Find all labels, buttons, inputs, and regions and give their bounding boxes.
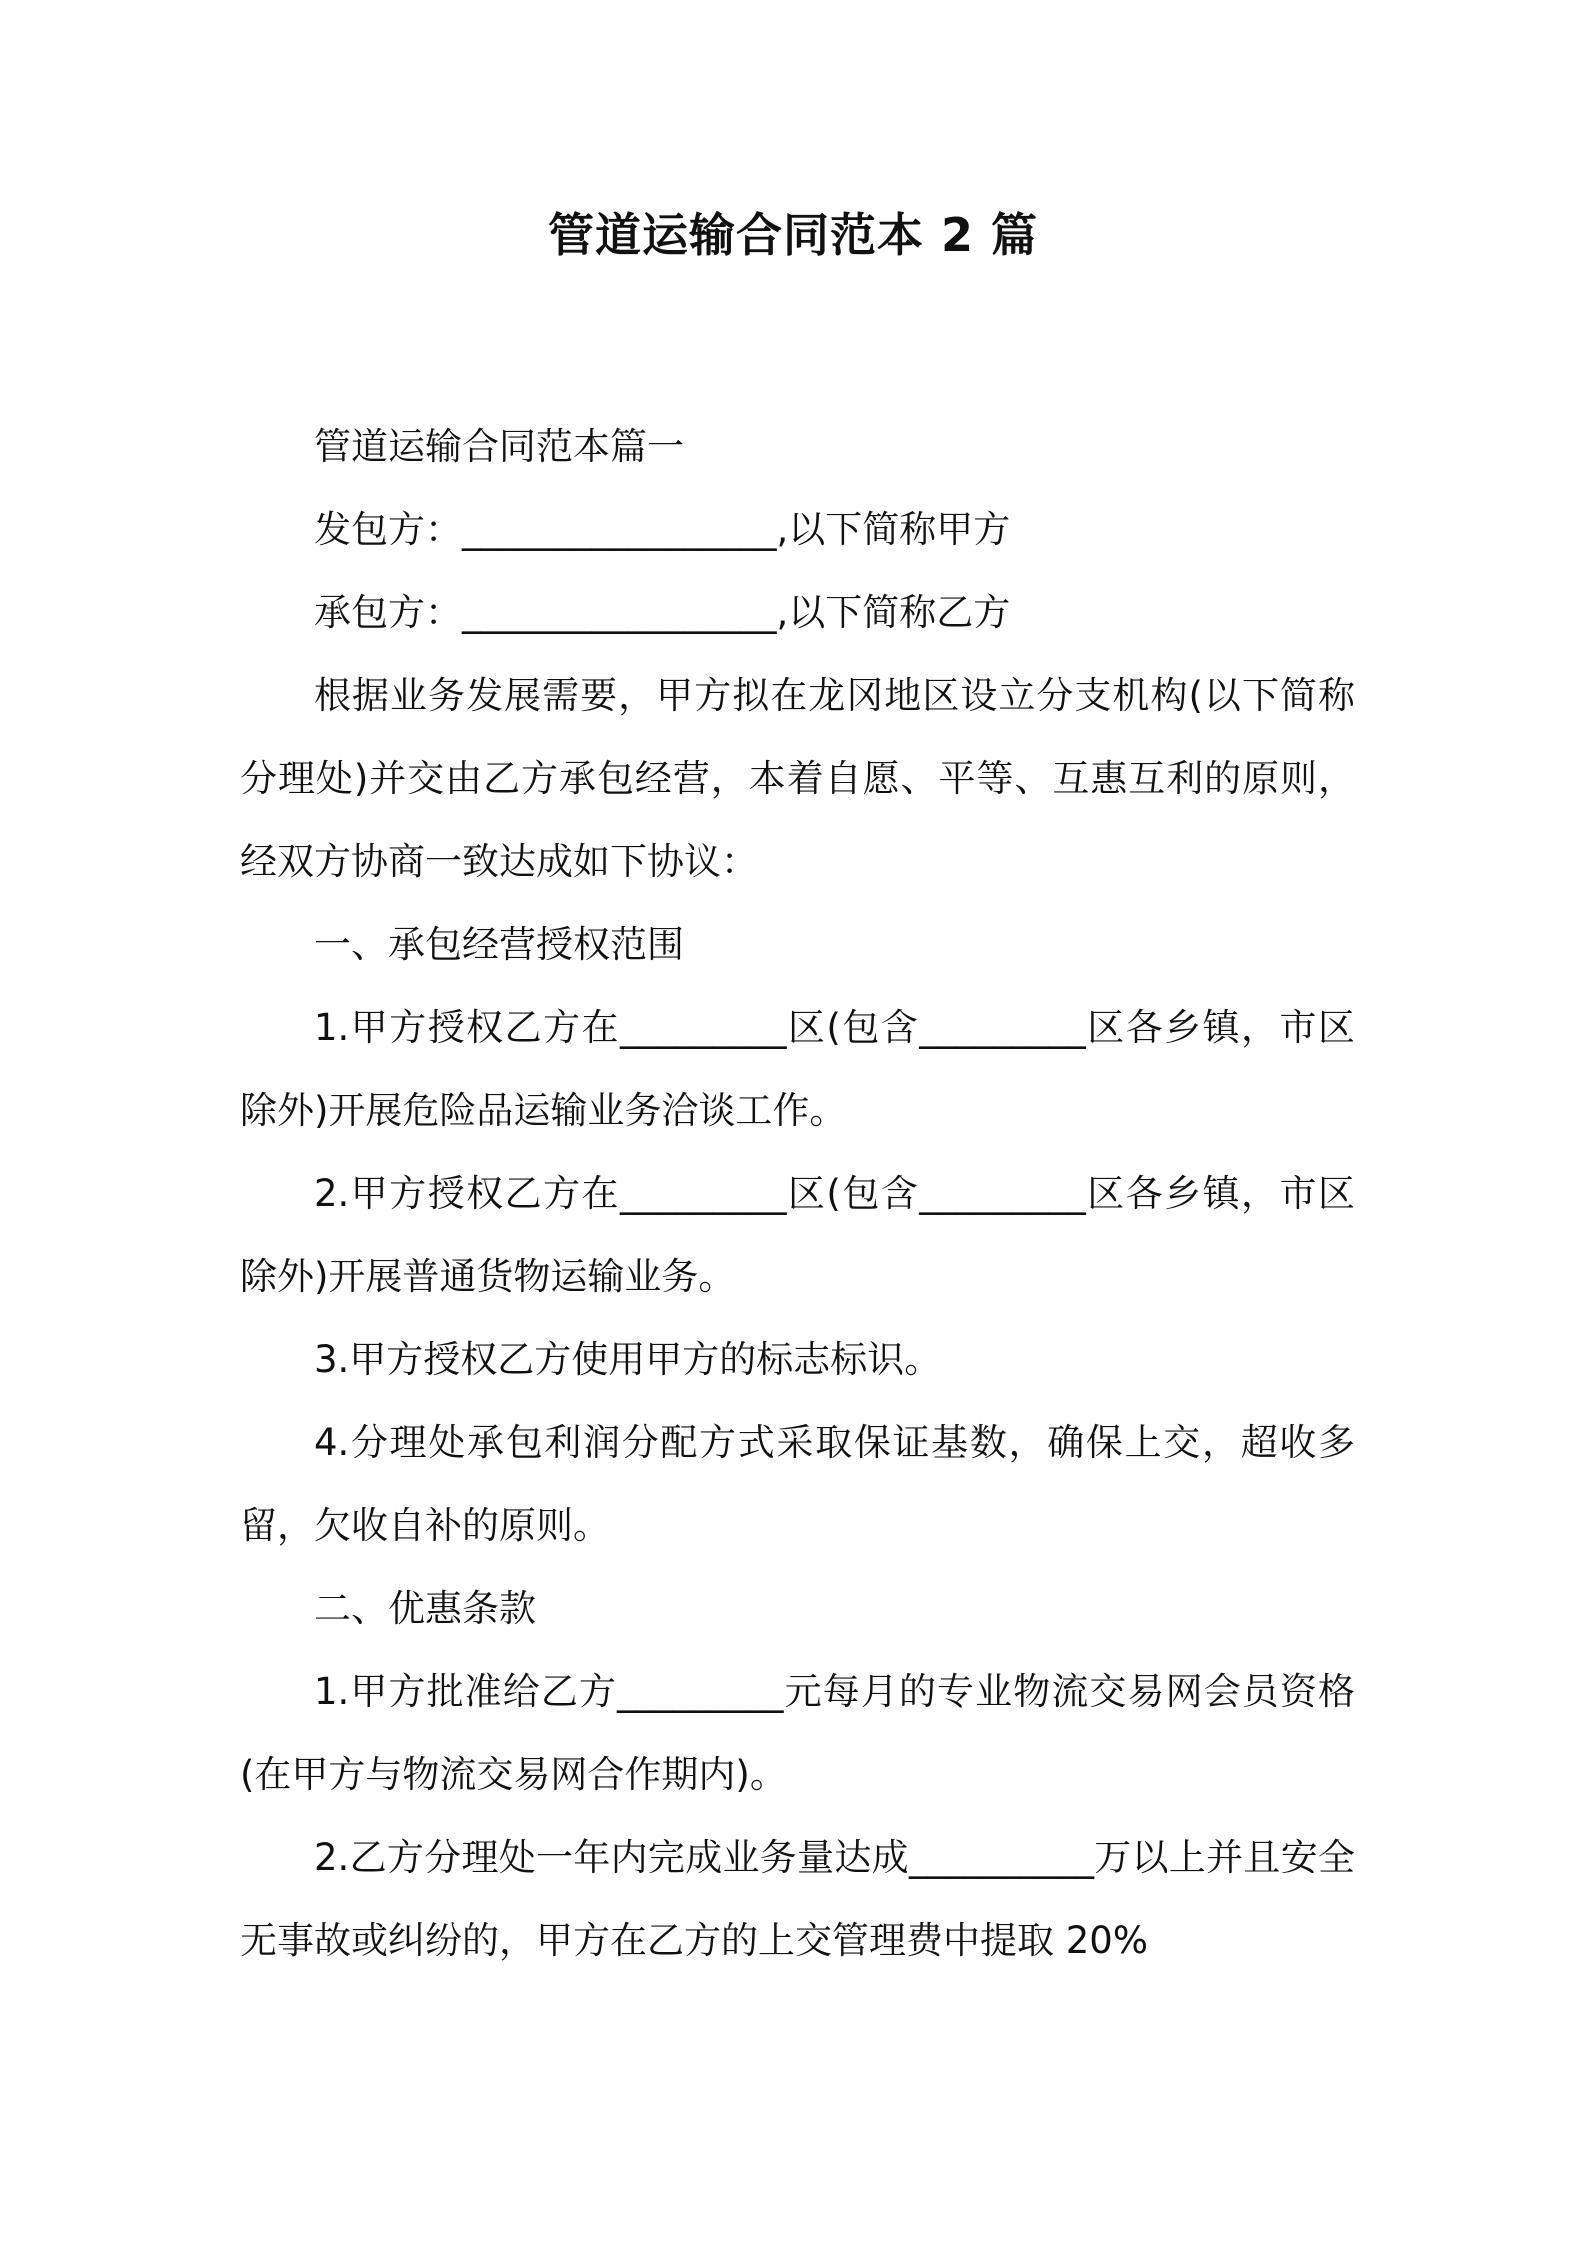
intro-paragraph: 根据业务发展需要，甲方拟在龙冈地区设立分支机构(以下简称分理处)并交由乙方承包经营，本着自愿、平等、互惠互利的原则，经双方协商一致达成如下协议： (240, 674, 1355, 883)
clause-1-4: 4.分理处承包利润分配方式采取保证基数，确保上交，超收多留，欠收自补的原则。 (240, 1421, 1355, 1547)
document-body (240, 405, 1355, 1982)
party-b-line: 承包方：_________________,以下简称乙方 (314, 591, 1011, 634)
clause-heading-1: 一、承包经营授权范围 (314, 923, 684, 966)
clause-1-3: 3.甲方授权乙方使用甲方的标志标识。 (314, 1338, 942, 1381)
section-heading: 管道运输合同范本篇一 (314, 425, 684, 468)
clause-1-2: 2.甲方授权乙方在_________区(包含_________区各乡镇，市区除外)开展普通货物运输业务。 (240, 1172, 1355, 1298)
clause-2-1: 1.甲方批准给乙方_________元每月的专业物流交易网会员资格(在甲方与物流交易网合作期内)。 (240, 1670, 1355, 1796)
clause-1-1: 1.甲方授权乙方在_________区(包含_________区各乡镇，市区除外)开展危险品运输业务洽谈工作。 (240, 1006, 1355, 1132)
clause-heading-2: 二、优惠条款 (314, 1587, 536, 1630)
document-title: 管道运输合同范本 2 篇 (547, 208, 1039, 262)
clause-2-2: 2.乙方分理处一年内完成业务量达成__________万以上并且安全无事故或纠纷的，甲方在乙方的上交管理费中提取 20% (240, 1836, 1355, 1962)
party-a-line: 发包方：_________________,以下简称甲方 (314, 508, 1011, 551)
